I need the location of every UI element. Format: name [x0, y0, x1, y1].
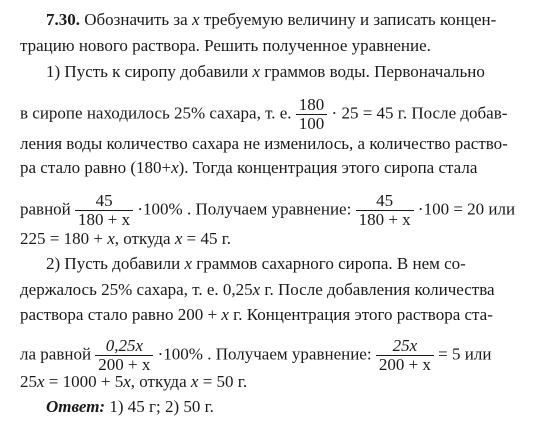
part1-line-4: ра стало равно (180+x). Тогда концентрация этого сиропа стала	[20, 158, 478, 177]
part1-line-5: равной $\frac{45}{180 + x}$ ·100% . Получаем уравнение: $\frac{45}{180 + x}$ ·100 = 20 или	[20, 191, 516, 229]
fraction-45-180x-b: $\frac{45}{180 + x}$	[356, 192, 414, 229]
part2-line-2: держалось 25% сахара, т. е. 0,25x г. После добавления количества	[20, 280, 495, 299]
answer-label: Ответ:	[46, 397, 106, 416]
answer-line	[46, 397, 214, 417]
part1-line-2: в сиропе находилось 25% сахара, т. е. $\frac{180}{100}$ · 25 = 45 г. После добав-	[20, 95, 508, 133]
fraction-025x-200x: $\frac{0,25x}{200 + x}$	[95, 337, 153, 374]
part1-line-1: 1) Пусть к сиропу добавили x граммов воды. Первоначально	[46, 62, 485, 81]
part2-line-3: раствора стало равно 200 + x г. Концентрация этого раствора ста-	[20, 305, 493, 324]
part2-line-1: 2) Пусть добавили x граммов сахарного сиропа. В нем со-	[46, 254, 466, 273]
part1-line-3: ления воды количество сахара не изменилось, а количество раство-	[20, 134, 508, 153]
fraction-180-100: $\frac{180}{100}$	[296, 96, 328, 133]
part2-line-5: 25x = 1000 + 5x, откуда x = 50 г.	[20, 372, 248, 391]
part1-line-6: 225 = 180 + x, откуда x = 45 г.	[20, 229, 232, 248]
problem-line-1: 7.30. Обозначить за x требуемую величину и записать концен-	[46, 10, 497, 29]
answer-text: 1) 45 г; 2) 50 г.	[105, 397, 214, 416]
fraction-25x-200x: $\frac{25x}{200 + x}$	[376, 337, 434, 374]
problem-line-2: трацию нового раствора. Решить полученное уравнение.	[20, 36, 431, 55]
fraction-45-180x-a: $\frac{45}{180 + x}$	[75, 192, 133, 229]
problem-number: 7.30.	[46, 10, 80, 29]
part2-line-4: ла равной $\frac{0,25x}{200 + x}$ ·100% . Получаем уравнение: $\frac{25x}{200 + x}$ = 5 или	[20, 336, 492, 374]
